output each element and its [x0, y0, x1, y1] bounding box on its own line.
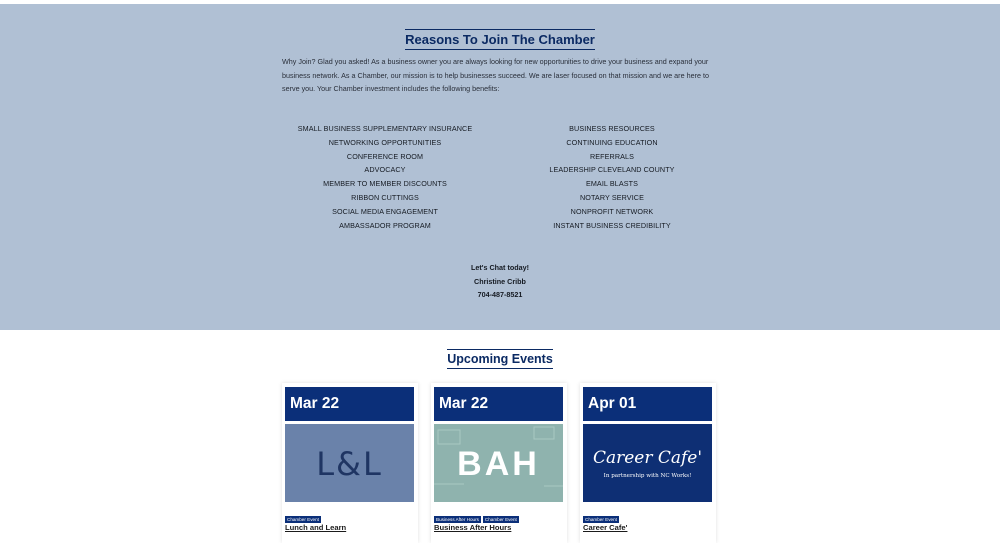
event-image-text: L&L: [316, 445, 383, 483]
event-date: Apr 01: [583, 387, 712, 421]
event-date: Mar 22: [434, 387, 563, 421]
benefit-item: REFERRALS: [589, 151, 635, 161]
events-title: [0, 342, 1000, 370]
benefit-item: NOTARY SERVICE: [580, 192, 644, 202]
benefit-item: NETWORKING OPPORTUNITIES: [328, 137, 442, 147]
benefit-item: INSTANT BUSINESS CREDIBILITY: [553, 220, 671, 230]
contact-name: Christine Cribb: [474, 276, 526, 286]
event-card[interactable]: [580, 383, 716, 543]
event-tag[interactable]: Chamber Event: [287, 517, 319, 522]
event-title-link[interactable]: Lunch and Learn: [285, 523, 347, 532]
benefit-item: CONFERENCE ROOM: [346, 151, 424, 161]
benefit-item: ADVOCACY: [364, 165, 406, 175]
benefit-item: BUSINESS RESOURCES: [569, 124, 655, 133]
benefit-item: NONPROFIT NETWORK: [570, 206, 654, 216]
event-title-link[interactable]: Business After Hours: [434, 523, 512, 532]
event-image[interactable]: [434, 424, 563, 502]
benefit-item: SOCIAL MEDIA ENGAGEMENT: [332, 206, 438, 216]
event-tag[interactable]: Chamber Event: [484, 517, 517, 522]
event-tag[interactable]: Chamber Event: [585, 517, 617, 522]
benefit-item: RIBBON CUTTINGS: [351, 192, 419, 202]
benefit-item: CONTINUING EDUCATION: [566, 137, 658, 147]
benefit-item: SMALL BUSINESS SUPPLEMENTARY INSURANCE: [297, 124, 473, 133]
benefits-left-column: [275, 122, 495, 232]
benefit-item: EMAIL BLASTS: [585, 179, 639, 189]
benefit-item: AMBASSADOR PROGRAM: [339, 220, 431, 230]
contact-cta: Let's Chat today!: [470, 263, 530, 272]
contact-block: [0, 261, 1000, 302]
event-image-subtext: In partnership with NC Works!: [603, 473, 692, 479]
event-image[interactable]: [285, 424, 414, 502]
join-intro: Why Join? Glad you asked! As a business owner you are always looking for new opportunities to drive your business and expand your business network. As a Chamber, our mission is to help businesses succeed. We are laser focused on that mission and we are here to serve you. Your Chamber investment includes the following benefits:: [282, 57, 709, 94]
event-title-link[interactable]: Career Cafe': [583, 523, 628, 532]
event-image-text: BAH: [457, 445, 540, 483]
benefits-right-column: [502, 122, 722, 232]
event-image-text: Career Cafe': [592, 448, 703, 468]
event-card[interactable]: [282, 383, 418, 543]
join-section: [0, 4, 1000, 330]
contact-phone[interactable]: 704-487-8521: [477, 290, 523, 300]
event-image[interactable]: [583, 424, 712, 502]
event-date: Mar 22: [285, 387, 414, 421]
event-card[interactable]: [431, 383, 567, 543]
event-tag[interactable]: Business After Hours: [436, 517, 479, 522]
join-title-text: Reasons To Join The Chamber: [405, 29, 595, 50]
benefit-item: MEMBER TO MEMBER DISCOUNTS: [323, 179, 447, 189]
benefit-item: LEADERSHIP CLEVELAND COUNTY: [549, 165, 675, 175]
join-title: [0, 23, 1000, 51]
events-title-text: Upcoming Events: [447, 349, 553, 369]
